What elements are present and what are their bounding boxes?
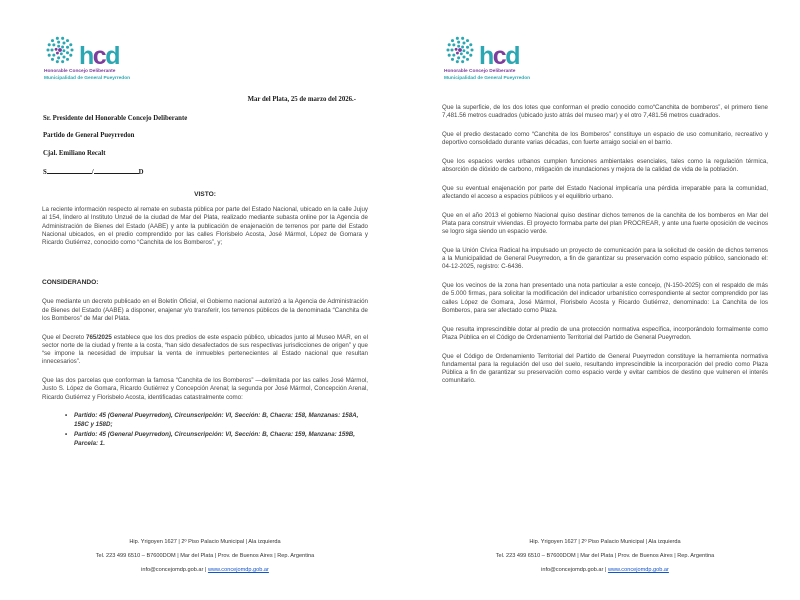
considerando-paragraph-9: Que la Unión Cívica Radical ha impulsado un proyecto de comunicación para la solicitud de cesión de dichos terrenos a la Municipalidad de General Pueyrredon, a fin de garantizar su preservación como espacio público, sancionado el: 04-12-2025, registro: C-6436.	[442, 246, 768, 271]
visto-paragraph: La reciente información respecto al remate en subasta pública por parte del Estado Nacional, ubicado en la calle Jujuy al 154, lindero al Instituto Unzué de la ciudad de Mar del Plata, realizado mediante subasta online por la Agencia de Administración de Bienes del Estado (AABE) y ante la publicación de enajenación de terrenos por parte del Estado Nacional ubicados, en el predio comprendido por las calles Florisbelo Acosta, José Mármol, López de Gomara y Ricardo Gutiérrez, conocido como “Canchita de los Bomberos”, y;	[42, 206, 368, 246]
considerando-paragraph-4: Que la superficie, de los dos lotes que conforman el predio conocido como“Canchita de bomberos”, el primero tiene 7,481.56 metros cuadrados (ubicado justo atrás del museo mar) y el otro 7,481.56 metros cuadrados.	[442, 103, 768, 119]
hcd-logo-word	[79, 41, 119, 70]
sd-underline	[47, 167, 92, 174]
page-footer	[440, 540, 770, 574]
date-line: Mar del Plata, 25 de marzo del 2026.-	[247, 95, 356, 103]
recipient-line-3: Cjal. Emiliano Recalt	[43, 149, 106, 157]
considerando-paragraph-2	[42, 334, 368, 367]
footer-separator: |	[203, 567, 208, 574]
logo-subtitle-2: Municipalidad de General Pueyrredon	[44, 75, 131, 81]
logo-letter-h: h	[479, 41, 493, 70]
logo-letter-d: d	[505, 41, 519, 70]
footer-contact: Tel. 223 499 6510 – B7600DOM | Mar del Plata | Prov. de Buenos Aires | Rep. Argentina	[495, 553, 715, 560]
hcd-logo	[444, 34, 554, 81]
hcd-logo	[44, 34, 154, 81]
hcd-dotted-circle-icon	[44, 34, 76, 66]
logo-letter-d: d	[105, 41, 119, 70]
logo-letter-c: c	[492, 41, 506, 70]
footer-links	[440, 568, 770, 574]
footer-contact: Tel. 223 499 6510 – B7600DOM | Mar del Plata | Prov. de Buenos Aires | Rep. Argentina	[95, 553, 315, 560]
footer-separator: |	[603, 567, 608, 574]
cadastral-item: • Partido: 45 (General Pueyrredon), Circunscripción: VI, Sección: B, Chacra: 158, Manzanas: 158A, 158C y 158D;	[74, 412, 364, 429]
logo-subtitle-1: Honorable Concejo Deliberante	[44, 69, 116, 74]
considerando-heading: CONSIDERANDO:	[42, 279, 99, 287]
footer-email: info@concejomdp.gob.ar	[141, 567, 204, 574]
considerando-paragraph-1: Que mediante un decreto publicado en el Boletín Oficial, el Gobierno nacional autorizó a la Agencia de Administración de Bienes del Estado (AABE) a disponer, enajenar y/o transferir, los terrenos públicos de la denominada “Canchita de los Bomberos” de Mar del Plata.	[42, 298, 368, 322]
considerando-continuation	[440, 104, 770, 386]
considerando-paragraph-3: Que las dos parcelas que conforman la famosa “Canchita de los Bomberos” —delimitada por las calles José Mármol, Justo S. López de Gomara, Ricardo Gutiérrez y Concepción Arenal; la segunda por José Mármol, Concepción Arenal, Ricardo Gutiérrez y Florisbelo Acosta, identificadas catastralmente como:	[42, 377, 368, 401]
sd-slash: /	[91, 169, 94, 176]
hcd-logo-word	[479, 41, 519, 70]
cadastral-list	[40, 412, 370, 448]
logo-letter-h: h	[79, 41, 93, 70]
sd-d: D	[138, 169, 144, 176]
page-footer	[40, 540, 370, 574]
recipient-line-1: Sr. Presidente del Honorable Concejo Deliberante	[43, 114, 188, 122]
footer-address: Hip. Yrigoyen 1627 | 2º Piso Palacio Municipal | Ala izquierda	[529, 539, 681, 546]
logo-subtitle-2: Municipalidad de General Pueyrredon	[444, 75, 531, 81]
considerando-paragraph-10: Que los vecinos de la zona han presentado una nota particular a este concejo, (N-150-2025) con el respaldo de más de 5.000 firmas, para solicitar la modificación del indicador urbanístico correspondiente al sector comprendido por las calles López de Gomara, José Mármol, Florisbelo Acosta y Ricardo Gutiérrez, denominado: La Canchita de los Bomberos, para ser afectado como Plaza.	[442, 282, 768, 314]
footer-address: Hip. Yrigoyen 1627 | 2º Piso Palacio Municipal | Ala izquierda	[129, 539, 281, 546]
decree-text-post: establece que los dos predios de este espacio público, ubicados junto al Museo MAR, en el sector norte de la ciudad y frente a la costa, “han sido desafectados de sus respectivas jurisdicciones de origen” y que “se impone la necesidad de impulsar la venta de inmuebles pertenecientes al Estado nacional que resultan innecesarios”.	[42, 333, 368, 366]
visto-heading: VISTO:	[194, 191, 216, 198]
considerando-paragraph-8: Que en el año 2013 el gobierno Nacional quiso destinar dichos terrenos de la canchita de los bomberos en Mar del Plata para construir viviendas. El proyecto formaba parte del plan PROCREAR, y ante una fuerte oposición de vecinos se logro siga siendo un espacio verde.	[442, 211, 768, 235]
decree-text-pre: Que el Decreto	[42, 333, 87, 341]
page-2	[440, 0, 770, 600]
considerando-paragraph-7: Que su eventual enajenación por parte del Estado Nacional implicaría una pérdida irreparable para la comunidad, afectando el acceso a espacios públicos y el equilibrio urbano.	[442, 184, 768, 200]
considerando-paragraph-11: Que resulta imprescindible dotar al predio de una protección normativa específica, incorporándolo formalmente como Plaza Pública en el Código de Ordenamiento Territorial del Partido de General Pueyrredon.	[442, 325, 768, 341]
recipient-line-2: Partido de General Pueyrredon	[43, 132, 135, 139]
logo-subtitle-1: Honorable Concejo Deliberante	[444, 69, 516, 74]
cadastral-item: • Partido: 45 (General Pueyrredon), Circunscripción: VI, Sección: B, Chacra: 159, Manzana: 159B, Parcela: 1.	[74, 431, 364, 448]
footer-links	[40, 568, 370, 574]
page-1	[40, 0, 370, 600]
footer-website-link[interactable]: www.concejomdp.gob.ar	[207, 567, 269, 574]
sd-underline	[91, 167, 139, 176]
logo-letter-c: c	[92, 41, 106, 70]
considerando-paragraph-5: Que el predio destacado como “Canchita de los Bomberos” constituye un espacio de uso comunitario, recreativo y deportivo consolidado durante varias décadas, con fuerte arraigo social en el barrio.	[442, 130, 768, 146]
hcd-dotted-circle-icon	[444, 34, 476, 66]
hcd-logo-row	[444, 34, 554, 70]
hcd-logo-row	[44, 34, 154, 70]
considerando-paragraph-6: Que los espacios verdes urbanos cumplen funciones ambientales esenciales, tales como la regulación térmica, absorción de dióxido de carbono, mitigación de inundaciones y mejora de la calidad de vida de la población.	[442, 157, 768, 173]
considerando-paragraph-12: Que el Código de Ordenamiento Territorial del Partido de General Pueyrredon constituye la herramienta normativa fundamental para la regulación del uso del suelo, resultando imprescindible la incorporación del predio como Plaza Pública a fin de garantizar su preservación como espacio verde y evitar cambios de destino que vulneren el interés comunitario.	[442, 352, 768, 385]
recipient-block	[43, 115, 370, 157]
footer-website-link[interactable]: www.concejomdp.gob.ar	[607, 567, 669, 574]
addressee-sd-line	[43, 167, 370, 176]
footer-email: info@concejomdp.gob.ar	[541, 567, 604, 574]
decree-number: 765/2025	[86, 333, 112, 341]
sd-s: S	[43, 169, 47, 176]
